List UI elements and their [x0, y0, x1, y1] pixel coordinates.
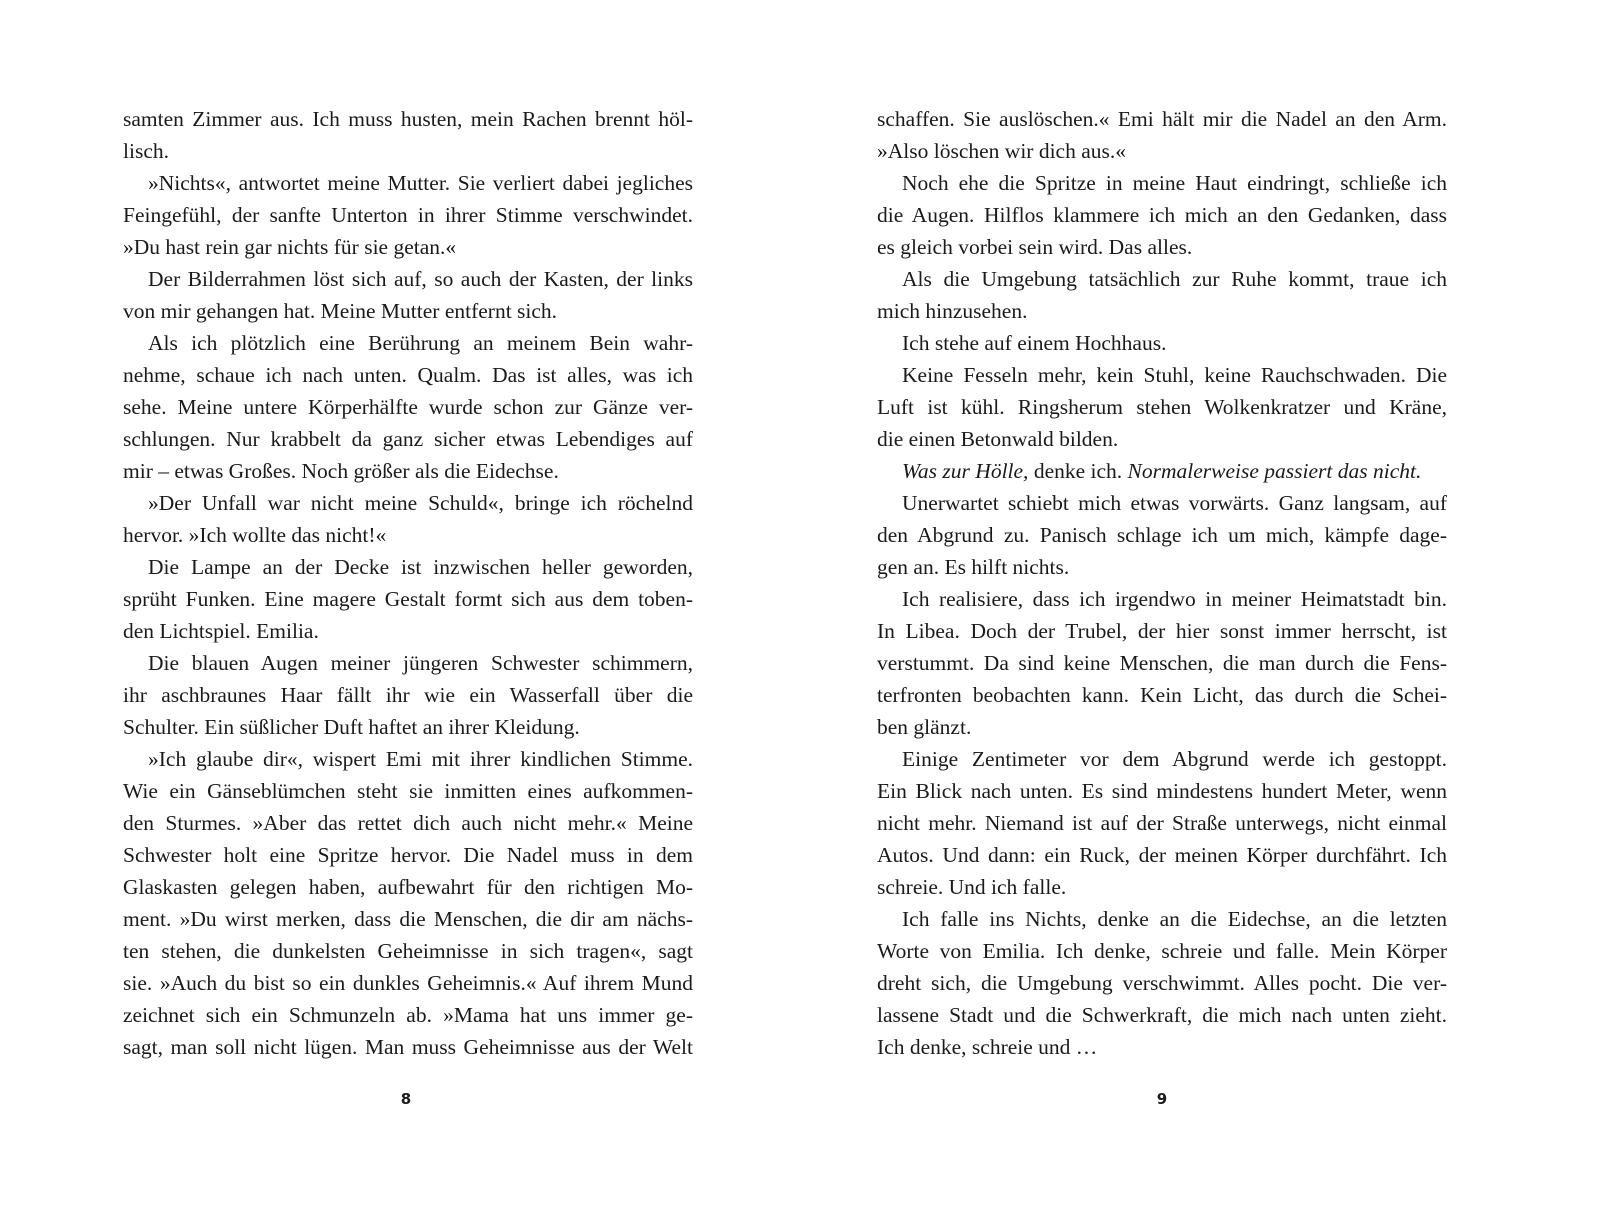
- text-line: es gleich vorbei sein wird. Das alles.: [877, 235, 1193, 259]
- italic-phrase: Was zur Hölle,: [902, 459, 1029, 483]
- text-line: Ich denke, schreie und …: [877, 1035, 1098, 1059]
- text-line: Wie ein Gänseblümchen steht sie inmitten eines aufkommen-: [123, 779, 693, 803]
- text-line: sie. »Auch du bist so ein dunkles Geheimnis.« Auf ihrem Mund: [123, 971, 693, 995]
- text-line: ben glänzt.: [877, 715, 972, 739]
- text-line: Ich stehe auf einem Hochhaus.: [902, 331, 1167, 355]
- text-line: sprüht Funken. Eine magere Gestalt formt sich aus dem toben-: [123, 587, 693, 611]
- text-line: »Du hast rein gar nichts für sie getan.«: [123, 235, 457, 259]
- text-line: Unerwartet schiebt mich etwas vorwärts. Ganz langsam, auf: [902, 491, 1447, 515]
- text-line: Ein Blick nach unten. Es sind mindestens hundert Meter, wenn: [877, 779, 1447, 803]
- text-line: den Abgrund zu. Panisch schlage ich um mich, kämpfe dage-: [877, 523, 1447, 547]
- text-line: den Lichtspiel. Emilia.: [123, 619, 319, 643]
- text-line: schaffen. Sie auslöschen.« Emi hält mir die Nadel an den Arm.: [877, 107, 1447, 131]
- text-line: Worte von Emilia. Ich denke, schreie und falle. Mein Körper: [877, 939, 1447, 963]
- text-line: Glaskasten gelegen haben, aufbewahrt für den richtigen Mo-: [123, 875, 693, 899]
- text-line: In Libea. Doch der Trubel, der hier sonst immer herrscht, ist: [877, 619, 1447, 643]
- text-line: Die Lampe an der Decke ist inzwischen heller geworden,: [148, 555, 693, 579]
- text-line: »Ich glaube dir«, wispert Emi mit ihrer kindlichen Stimme.: [148, 747, 693, 771]
- text-line: terfronten beobachten kann. Kein Licht, das durch die Schei-: [877, 683, 1447, 707]
- text-line: schlungen. Nur krabbelt da ganz sicher etwas Lebendiges auf: [123, 427, 693, 451]
- text-line: Keine Fesseln mehr, kein Stuhl, keine Rauchschwaden. Die: [902, 363, 1447, 387]
- text-line: ment. »Du wirst merken, dass die Menschen, die dir am nächs-: [123, 907, 693, 931]
- text-line: sagt, man soll nicht lügen. Man muss Geheimnisse aus der Welt: [123, 1035, 693, 1059]
- text-line: Luft ist kühl. Ringsherum stehen Wolkenkratzer und Kräne,: [877, 395, 1447, 419]
- text-line: Einige Zentimeter vor dem Abgrund werde ich gestoppt.: [902, 747, 1447, 771]
- text-line: gen an. Es hilft nichts.: [877, 555, 1070, 579]
- text-line: Noch ehe die Spritze in meine Haut eindringt, schließe ich: [902, 171, 1447, 195]
- text-line: Autos. Und dann: ein Ruck, der meinen Körper durchfährt. Ich: [877, 843, 1447, 867]
- text-line: den Sturmes. »Aber das rettet dich auch nicht mehr.« Meine: [123, 811, 693, 835]
- text-line: samten Zimmer aus. Ich muss husten, mein Rachen brennt höl-: [123, 107, 693, 131]
- text-line: Ich realisiere, dass ich irgendwo in meiner Heimatstadt bin.: [902, 587, 1447, 611]
- right-page-text: [877, 103, 1447, 1063]
- text-line: schreie. Und ich falle.: [877, 875, 1067, 899]
- text-line: »Nichts«, antwortet meine Mutter. Sie verliert dabei jegliches: [148, 171, 693, 195]
- text-line: Schwester holt eine Spritze hervor. Die Nadel muss in dem: [123, 843, 693, 867]
- text-line: Schulter. Ein süßlicher Duft haftet an ihrer Kleidung.: [123, 715, 580, 739]
- right-page: [800, 0, 1600, 1215]
- text-line: die einen Betonwald bilden.: [877, 427, 1119, 451]
- text-line: lassene Stadt und die Schwerkraft, die mich nach unten zieht.: [877, 1003, 1447, 1027]
- text-line: hervor. »Ich wollte das nicht!«: [123, 523, 387, 547]
- text-line: ten stehen, die dunkelsten Geheimnisse in sich tragen«, sagt: [123, 939, 693, 963]
- text-line: verstummt. Da sind keine Menschen, die man durch die Fens-: [877, 651, 1447, 675]
- page-number: 9: [1156, 1090, 1168, 1108]
- text-line: Feingefühl, der sanfte Unterton in ihrer Stimme verschwindet.: [123, 203, 693, 227]
- text-line: nicht mehr. Niemand ist auf der Straße unterwegs, nicht einmal: [877, 811, 1447, 835]
- left-page-text: [123, 103, 693, 1063]
- text-line: »Der Unfall war nicht meine Schuld«, bringe ich röchelnd: [148, 491, 693, 515]
- plain-phrase: denke ich.: [1028, 459, 1128, 483]
- text-line: zeichnet sich ein Schmunzeln ab. »Mama hat uns immer ge-: [123, 1003, 693, 1027]
- text-line: Ich falle ins Nichts, denke an die Eidechse, an die letzten: [902, 907, 1447, 931]
- text-line: Der Bilderrahmen löst sich auf, so auch der Kasten, der links: [148, 267, 693, 291]
- text-line: Als ich plötzlich eine Berührung an meinem Bein wahr-: [148, 331, 693, 355]
- text-line: lisch.: [123, 139, 169, 163]
- text-line: Die blauen Augen meiner jüngeren Schwester schimmern,: [148, 651, 693, 675]
- italic-text-line: [877, 455, 1447, 487]
- text-line: die Augen. Hilflos klammere ich mich an den Gedanken, dass: [877, 203, 1447, 227]
- page-number: 8: [400, 1090, 412, 1108]
- text-line: ihr aschbraunes Haar fällt ihr wie ein Wasserfall über die: [123, 683, 693, 707]
- text-line: von mir gehangen hat. Meine Mutter entfernt sich.: [123, 299, 558, 323]
- italic-phrase: Normalerweise passiert das nicht.: [1127, 459, 1422, 483]
- text-line: sehe. Meine untere Körperhälfte wurde schon zur Gänze ver-: [123, 395, 693, 419]
- text-line: nehme, schaue ich nach unten. Qualm. Das ist alles, was ich: [123, 363, 693, 387]
- text-line: dreht sich, die Umgebung verschwimmt. Alles pocht. Die ver-: [877, 971, 1447, 995]
- text-line: mir – etwas Großes. Noch größer als die Eidechse.: [123, 459, 559, 483]
- text-line: mich hinzusehen.: [877, 299, 1028, 323]
- text-line: »Also löschen wir dich aus.«: [877, 139, 1127, 163]
- text-line: Als die Umgebung tatsächlich zur Ruhe kommt, traue ich: [902, 267, 1447, 291]
